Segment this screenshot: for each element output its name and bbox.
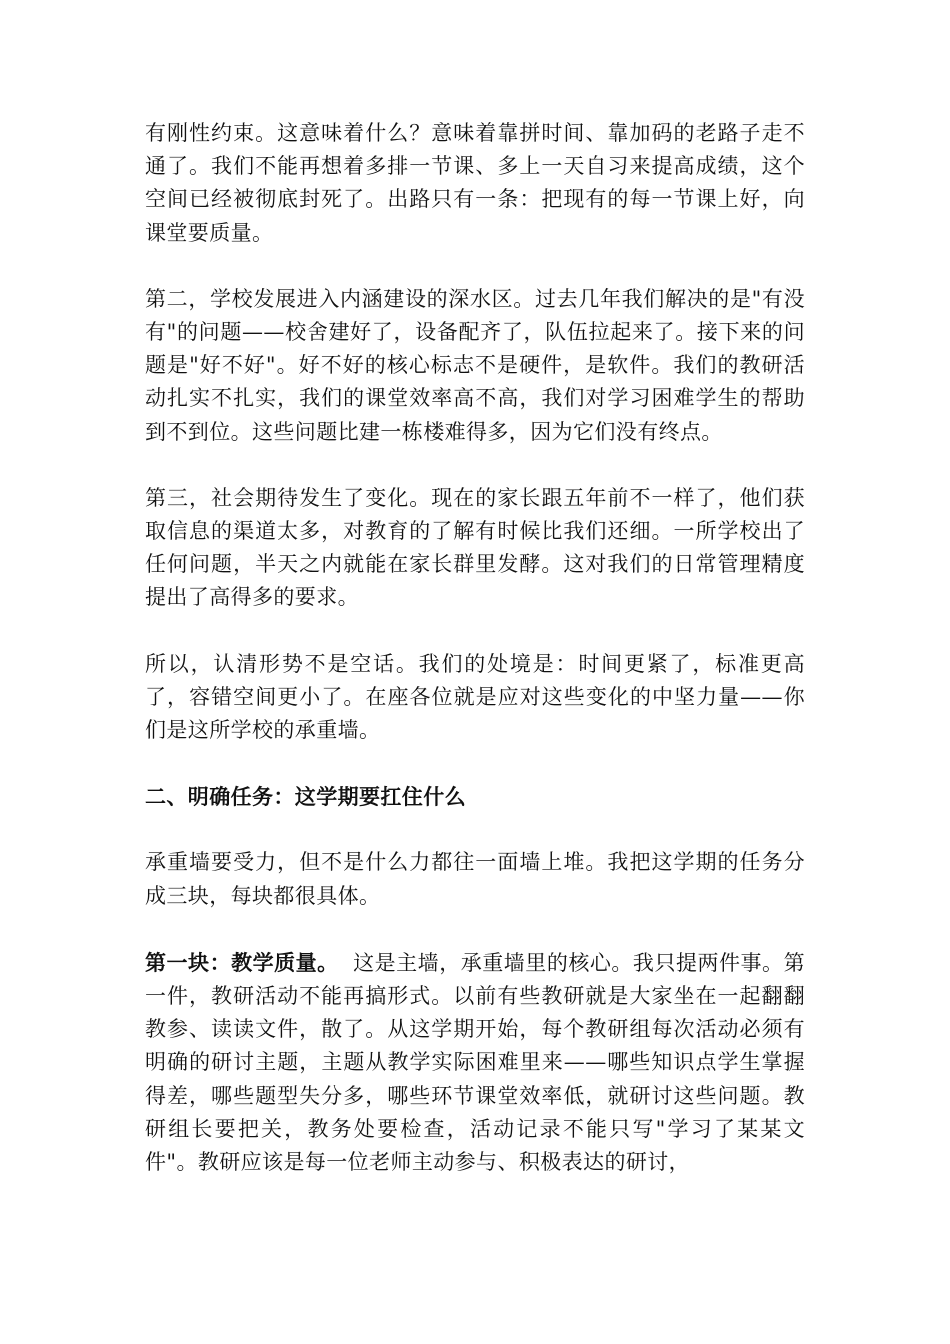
document-page bbox=[145, 117, 805, 1212]
block1-lead: 第一块：教学质量。 bbox=[145, 949, 339, 975]
block1-paragraph bbox=[145, 946, 805, 1179]
section-heading: 二、明确任务：这学期要扛住什么 bbox=[145, 784, 466, 810]
paragraph-4: 所以，认清形势不是空话。我们的处境是：时间更紧了，标准更高了，容错空间更小了。在座各位就是应对这些变化的中坚力量——你们是这所学校的承重墙。 bbox=[145, 651, 805, 743]
section-intro: 承重墙要受力，但不是什么力都往一面墙上堆。我把这学期的任务分成三块，每块都很具体。 bbox=[145, 850, 805, 908]
paragraph-1: 有刚性约束。这意味着什么？意味着靠拼时间、靠加码的老路子走不通了。我们不能再想着多排一节课、多上一天自习来提高成绩，这个空间已经被彻底封死了。出路只有一条：把现有的每一节课上好，向课堂要质量。 bbox=[145, 121, 805, 245]
block1-text: 这是主墙，承重墙里的核心。我只提两件事。第一件，教研活动不能再搞形式。以前有些教研就是大家坐在一起翻翻教参、读读文件，散了。从这学期开始，每个教研组每次活动必须有明确的研讨主题，主题从教学实际困难里来——哪些知识点学生掌握得差，哪些题型失分多，哪些环节课堂效率低，就研讨这些问题。教研组长要把关，教务处要检查，活动记录不能只写"学习了某某文件"。教研应该是每一位老师主动参与、积极表达的研讨， bbox=[145, 950, 805, 1175]
paragraph-3: 第三，社会期待发生了变化。现在的家长跟五年前不一样了，他们获取信息的渠道太多，对教育的了解有时候比我们还细。一所学校出了任何问题，半天之内就能在家长群里发酵。这对我们的日常管理精度提出了高得多的要求。 bbox=[145, 485, 805, 610]
paragraph-2: 第二，学校发展进入内涵建设的深水区。过去几年我们解决的是"有没有"的问题——校舍建好了，设备配齐了，队伍拉起来了。接下来的问题是"好不好"。好不好的核心标志不是硬件，是软件。我们的教研活动扎实不扎实，我们的课堂效率高不高，我们对学习困难学生的帮助到不到位。这些问题比建一栋楼难得多，因为它们没有终点。 bbox=[145, 286, 805, 444]
